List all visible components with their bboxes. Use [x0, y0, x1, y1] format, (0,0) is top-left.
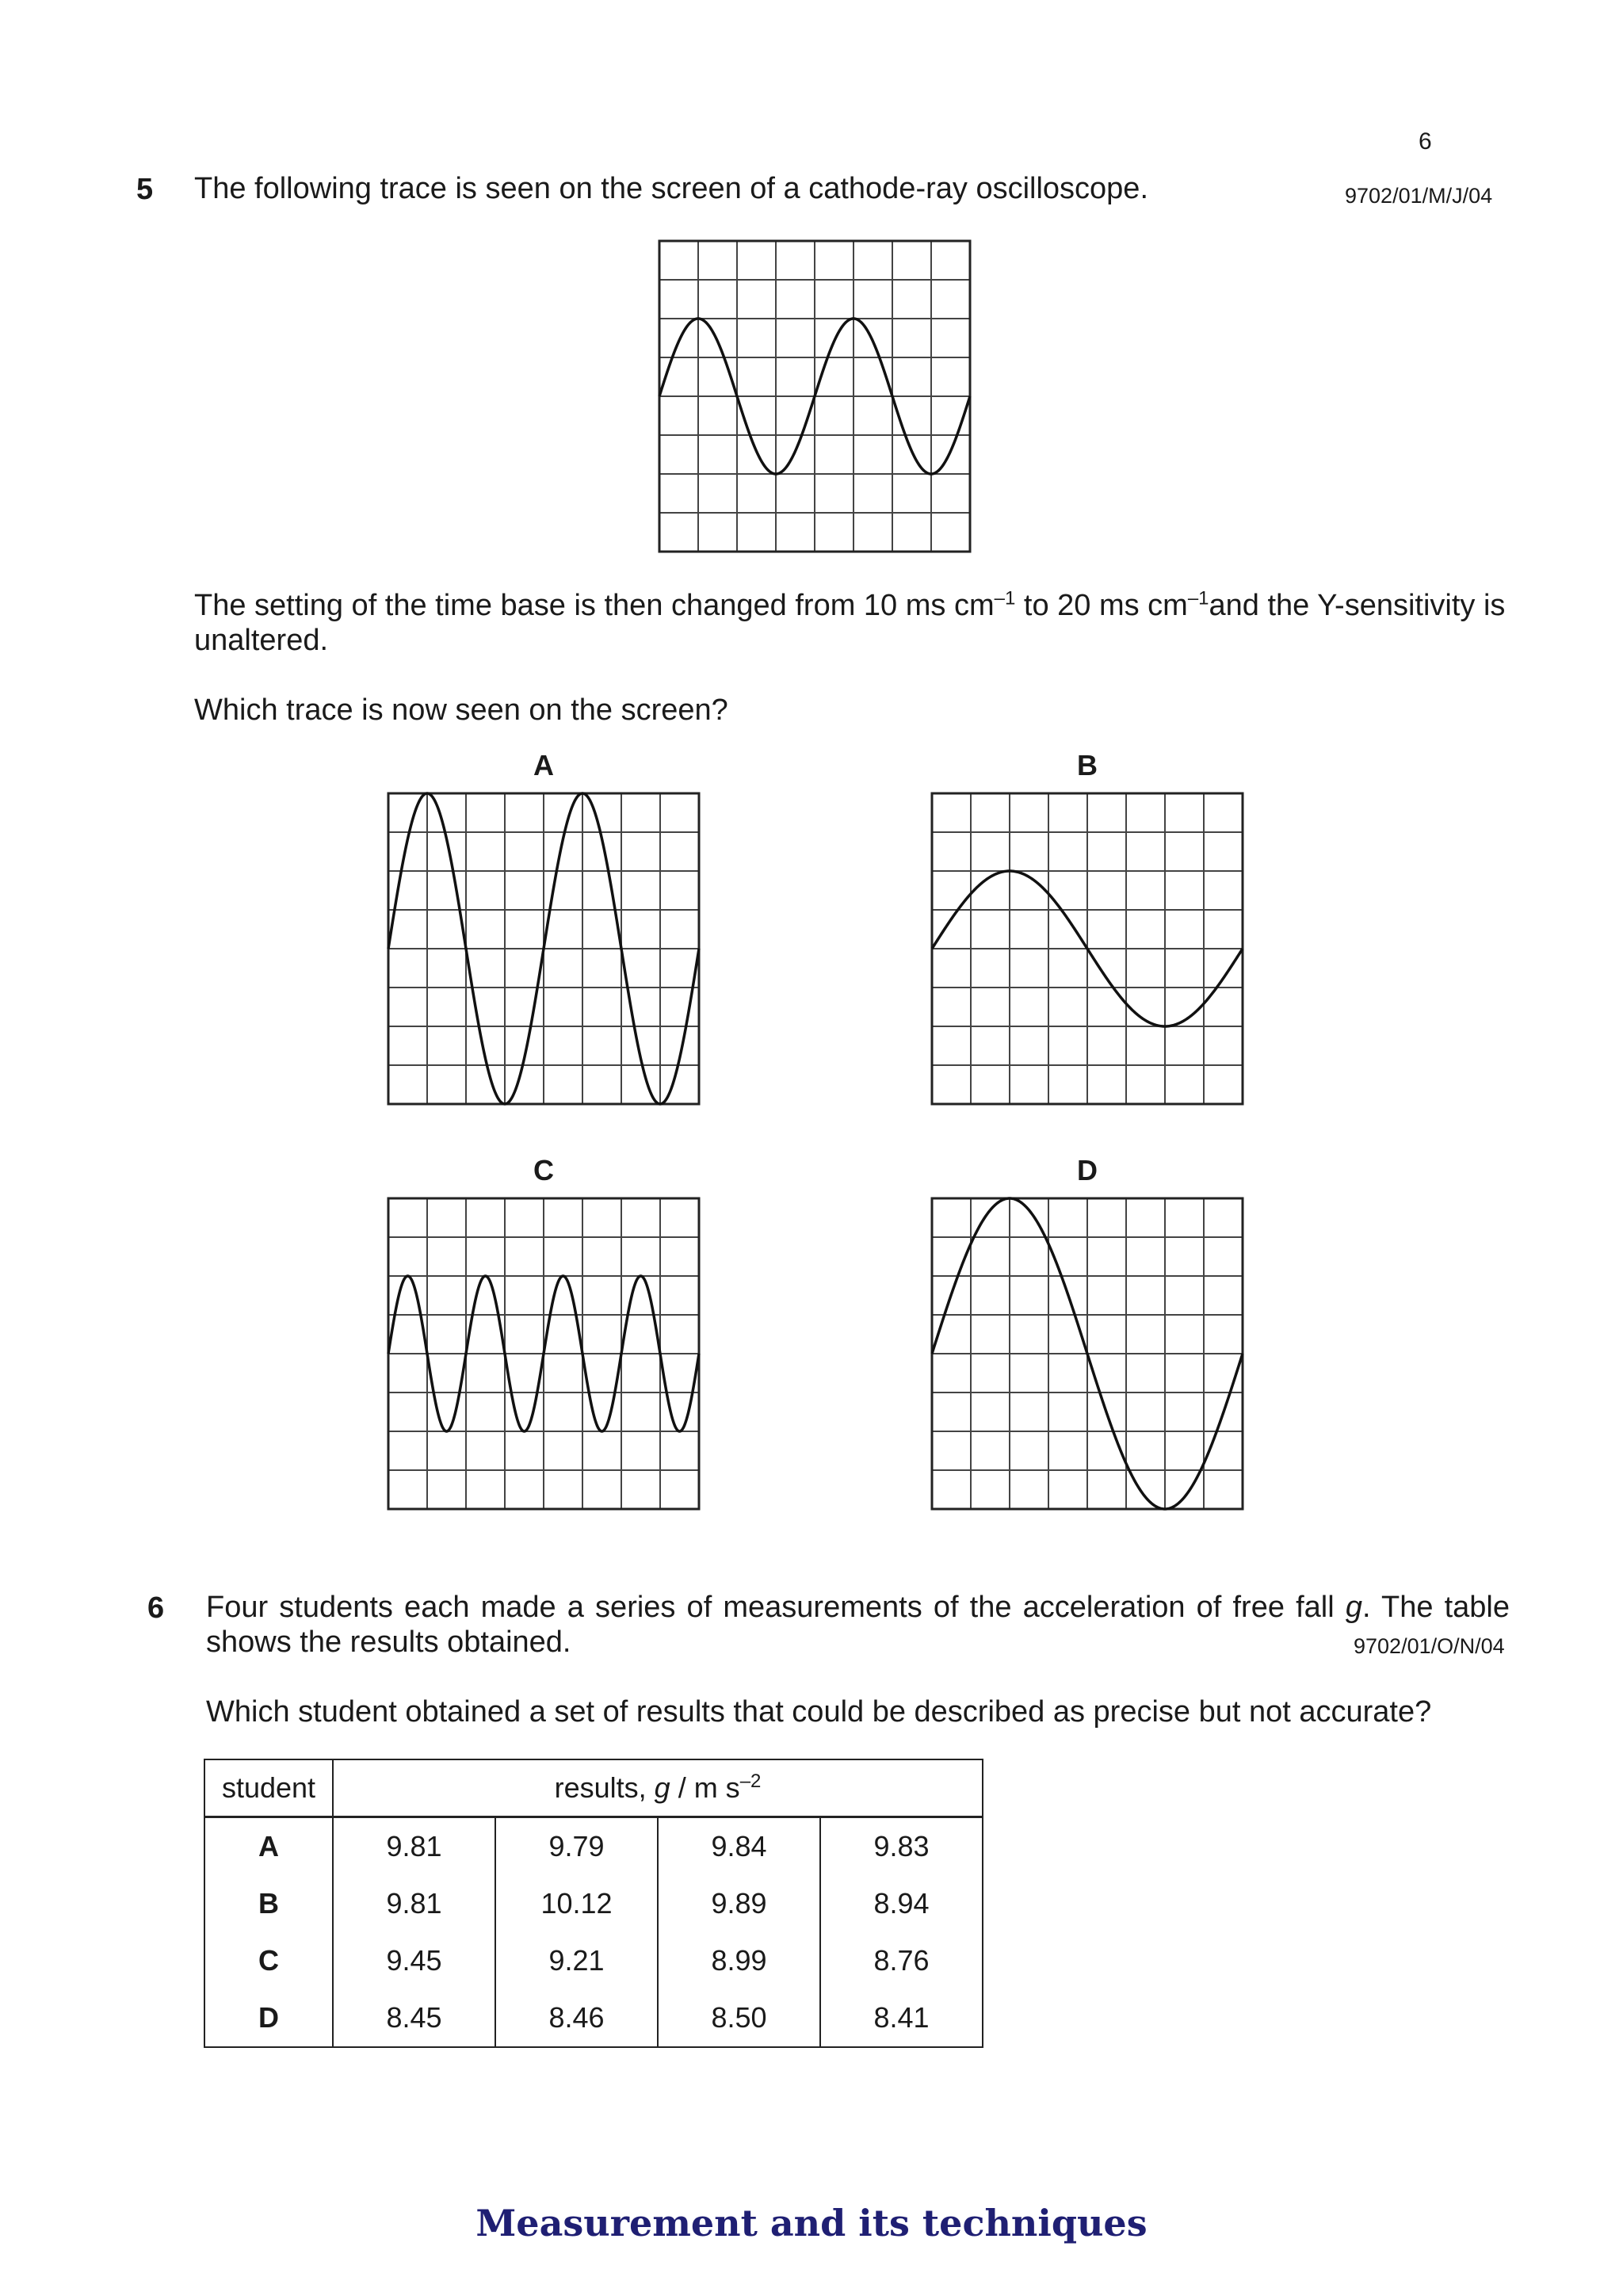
result-cell: 8.76	[820, 1932, 983, 1989]
question-5-text: The following trace is seen on the screen of a cathode-ray oscilloscope.	[194, 172, 1148, 205]
result-cell: 8.46	[495, 1989, 658, 2047]
option-b-screen[interactable]	[932, 793, 1243, 1104]
question-6-number: 6	[147, 1591, 165, 1625]
result-cell: 9.89	[658, 1875, 820, 1932]
result-cell: 8.99	[658, 1932, 820, 1989]
result-cell: 8.94	[820, 1875, 983, 1932]
option-a-screen[interactable]	[388, 793, 699, 1104]
result-cell: 8.45	[333, 1989, 495, 2047]
result-cell: 9.21	[495, 1932, 658, 1989]
header-student: student	[204, 1759, 333, 1817]
question-5-number: 5	[136, 173, 154, 206]
question-6-prompt: Which student obtained a set of results that could be described as precise but not accurate?	[206, 1695, 1432, 1729]
result-cell: 9.81	[333, 1817, 495, 1876]
table-header-row	[204, 1759, 983, 1817]
option-c-label: C	[533, 1154, 554, 1186]
question-6-reference: 9702/01/O/N/04	[1354, 1634, 1505, 1658]
option-a-label: A	[533, 749, 554, 781]
page-number: 6	[1419, 128, 1432, 155]
footer-title: Measurement and its techniques	[475, 2202, 1148, 2244]
option-d-label: D	[1077, 1154, 1098, 1186]
result-cell: 8.41	[820, 1989, 983, 2047]
question-6-text: Four students each made a series of measurements of the acceleration of free fall g. The table shows the results obtained.	[206, 1591, 1510, 1659]
student-label: D	[204, 1989, 333, 2047]
result-cell: 9.45	[333, 1932, 495, 1989]
table-row	[204, 1989, 983, 2047]
result-cell: 9.79	[495, 1817, 658, 1876]
table-row	[204, 1932, 983, 1989]
result-cell: 9.81	[333, 1875, 495, 1932]
results-table	[204, 1759, 983, 2048]
option-b-label: B	[1077, 749, 1098, 781]
option-d-screen[interactable]	[932, 1198, 1243, 1509]
question-5-setting-text: The setting of the time base is then changed from 10 ms $cm^{-1}$ to 20 ms $cm^{-1}and$ the Y-sensitivity is unaltered.	[194, 587, 1506, 657]
original-trace-screen	[659, 241, 970, 552]
header-results: results, g / m $s^{-2}$	[333, 1759, 983, 1817]
option-c-screen[interactable]	[388, 1198, 699, 1509]
result-cell: 9.84	[658, 1817, 820, 1876]
result-cell: 10.12	[495, 1875, 658, 1932]
student-label: A	[204, 1817, 333, 1876]
result-cell: 8.50	[658, 1989, 820, 2047]
question-5-prompt: Which trace is now seen on the screen?	[194, 693, 728, 727]
student-label: B	[204, 1875, 333, 1932]
student-label: C	[204, 1932, 333, 1989]
question-5-reference: 9702/01/M/J/04	[1345, 184, 1493, 208]
result-cell: 9.83	[820, 1817, 983, 1876]
table-row	[204, 1875, 983, 1932]
table-row	[204, 1817, 983, 1876]
